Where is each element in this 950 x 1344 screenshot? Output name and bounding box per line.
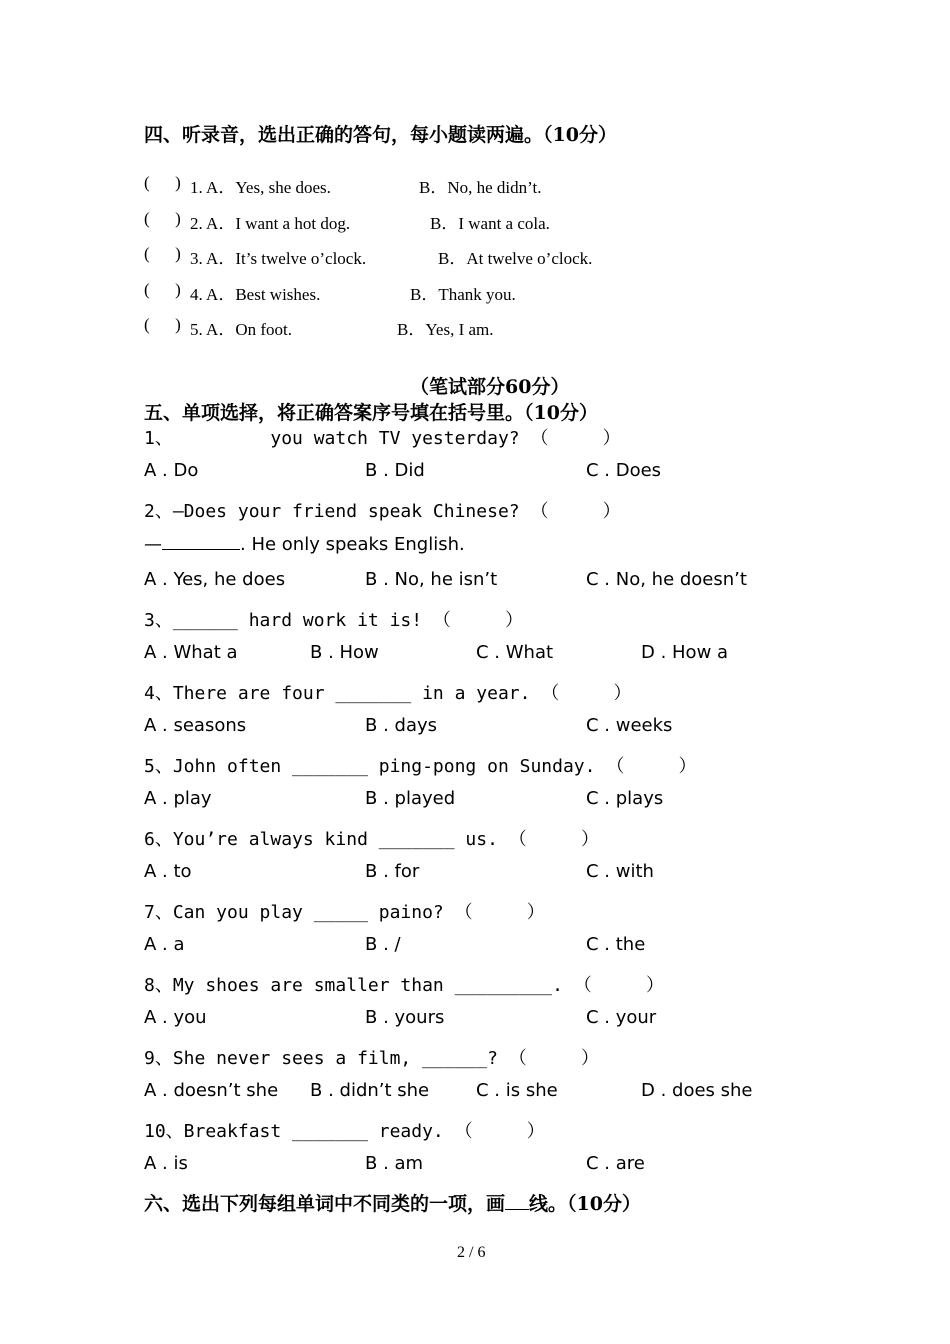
q3-option-a: A . What a xyxy=(144,642,238,663)
q8-option-c: C . your xyxy=(586,1007,657,1028)
section-5-title: 五、单项选择，将正确答案序号填在括号里。（10分） xyxy=(144,402,598,424)
q9-option-d: D . does she xyxy=(641,1080,753,1101)
listen-item-5-paren: ( ) xyxy=(144,315,181,334)
q2-option-b: B . No, he isn’t xyxy=(365,569,498,590)
q4-option-b: B . days xyxy=(365,715,437,736)
section-4-title: 四、听录音，选出正确的答句，每小题读两遍。（10分） xyxy=(144,124,617,146)
q6-option-c: C . with xyxy=(586,861,654,882)
answer-blank xyxy=(162,533,240,550)
question-2-reply xyxy=(144,533,465,555)
q9-option-c: C . is she xyxy=(476,1080,558,1101)
question-4: 4、There are four _______ in a year. （ ） xyxy=(144,683,632,704)
q1-option-c: C . Does xyxy=(586,460,662,481)
listen-item-1-option-b: B．No, he didn’t. xyxy=(419,178,542,197)
reply-text: . He only speaks English. xyxy=(240,534,465,555)
q5-option-b: B . played xyxy=(365,788,456,809)
listen-item-5-option-a: 5. A．On foot. xyxy=(190,320,292,339)
q9-option-a: A . doesn’t she xyxy=(144,1080,279,1101)
q8-option-a: A . you xyxy=(144,1007,207,1028)
page-number: 2 / 6 xyxy=(457,1244,486,1261)
question-1: 1、 you watch TV yesterday? （ ） xyxy=(144,428,621,449)
section-6-title-start: 六、选出下列每组单词中不同类的一项，画 xyxy=(144,1193,506,1215)
listen-item-3-option-a: 3. A．It’s twelve o’clock. xyxy=(190,249,367,268)
q10-option-b: B . am xyxy=(365,1153,424,1174)
q4-option-c: C . weeks xyxy=(586,715,673,736)
listen-item-4-option-b: B．Thank you. xyxy=(410,285,516,304)
q7-option-a: A . a xyxy=(144,934,185,955)
listen-item-4-option-a: 4. A．Best wishes. xyxy=(190,285,321,304)
q5-option-a: A . play xyxy=(144,788,212,809)
q6-option-b: B . for xyxy=(365,861,420,882)
question-8: 8、My shoes are smaller than _________. （ ） xyxy=(144,975,664,996)
listen-item-4-paren: ( ) xyxy=(144,280,181,299)
q1-option-b: B . Did xyxy=(365,460,425,481)
q9-option-b: B . didn’t she xyxy=(310,1080,430,1101)
written-part-title: （笔试部分60分） xyxy=(410,376,570,398)
q7-option-c: C . the xyxy=(586,934,646,955)
listen-item-2-option-b: B．I want a cola. xyxy=(430,214,550,233)
q5-option-c: C . plays xyxy=(586,788,664,809)
question-5: 5、John often _______ ping-pong on Sunday. （ ） xyxy=(144,756,697,777)
listen-item-1-option-a: 1. A．Yes, she does. xyxy=(190,178,331,197)
section-6-title xyxy=(144,1189,641,1216)
listen-item-3-paren: ( ) xyxy=(144,244,181,263)
q6-option-a: A . to xyxy=(144,861,192,882)
listen-item-2-paren: ( ) xyxy=(144,209,181,228)
q2-option-c: C . No, he doesn’t xyxy=(586,569,747,590)
section-6-title-end: 线。（10分） xyxy=(529,1193,641,1215)
listen-item-1-paren: ( ) xyxy=(144,173,181,192)
question-10: 10、Breakfast _______ ready. （ ） xyxy=(144,1121,545,1142)
underline-sample xyxy=(505,1195,529,1210)
q8-option-b: B . yours xyxy=(365,1007,445,1028)
question-9: 9、She never sees a film, ______? （ ） xyxy=(144,1048,599,1069)
q10-option-a: A . is xyxy=(144,1153,188,1174)
q7-option-b: B . / xyxy=(365,934,401,955)
q10-option-c: C . are xyxy=(586,1153,645,1174)
q3-option-b: B . How xyxy=(310,642,379,663)
question-7: 7、Can you play _____ paino? （ ） xyxy=(144,902,545,923)
listen-item-3-option-b: B．At twelve o’clock. xyxy=(438,249,593,268)
q2-option-a: A . Yes, he does xyxy=(144,569,286,590)
listen-item-5-option-b: B．Yes, I am. xyxy=(397,320,494,339)
q1-option-a: A . Do xyxy=(144,460,199,481)
question-6: 6、You’re always kind _______ us. （ ） xyxy=(144,829,599,850)
q3-option-c: C . What xyxy=(476,642,554,663)
listen-item-2-option-a: 2. A．I want a hot dog. xyxy=(190,214,351,233)
question-3: 3、______ hard work it is! （ ） xyxy=(144,610,524,631)
question-2: 2、—Does your friend speak Chinese? （ ） xyxy=(144,501,621,522)
reply-dash: — xyxy=(144,534,162,555)
q4-option-a: A . seasons xyxy=(144,715,247,736)
q3-option-d: D . How a xyxy=(641,642,729,663)
